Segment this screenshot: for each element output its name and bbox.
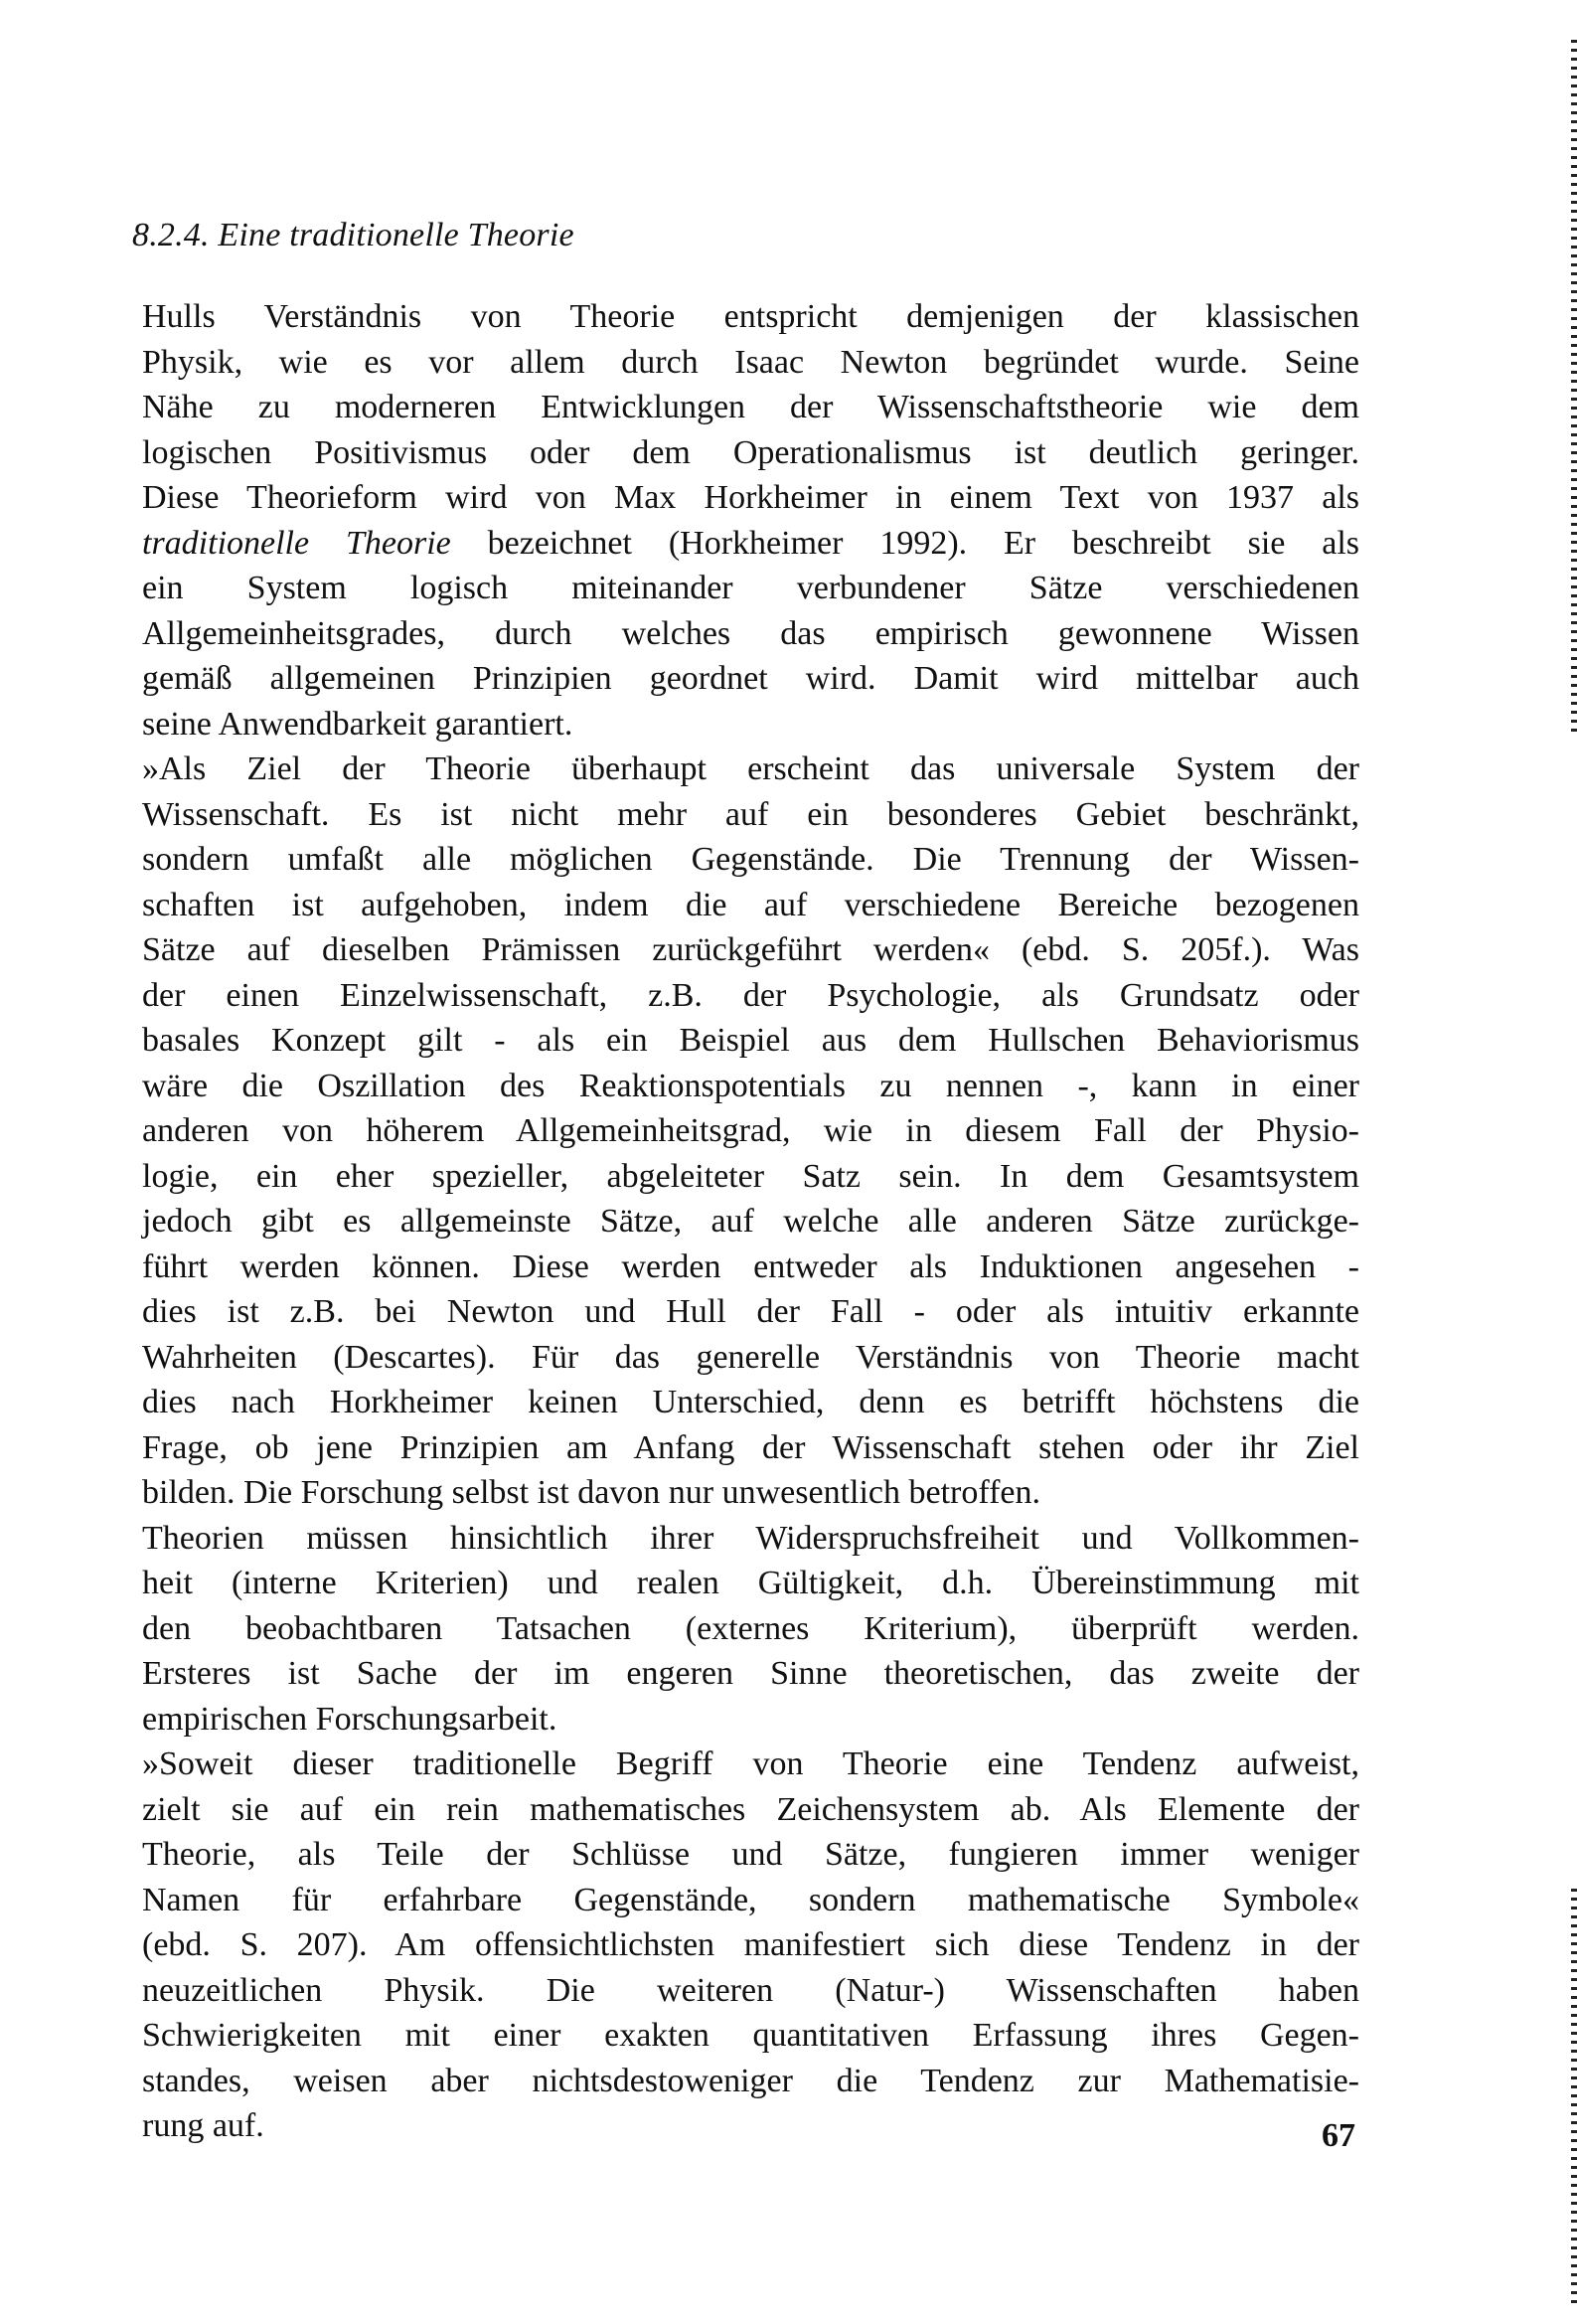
text-line: jedoch gibt es allgemeinste Sätze, auf welche alle anderen Sätze zurückge-	[142, 1203, 1359, 1240]
text-line: Namen für erfahrbare Gegenstände, sondern mathematische Symbole«	[142, 1881, 1359, 1918]
text-line: neuzeitlichen Physik. Die weiteren (Natur-) Wissenschaften haben	[142, 1971, 1359, 2009]
text-line: empirischen Forschungsarbeit.	[142, 1700, 557, 1738]
italic-title: traditionelle Theorie	[142, 524, 451, 562]
text-line: dies nach Horkheimer keinen Unterschied, denn es betrifft höchstens die	[142, 1384, 1359, 1420]
text-line: dies ist z.B. bei Newton und Hull der Fall - oder als intuitiv erkannte	[142, 1293, 1359, 1330]
scan-edge-mark	[1571, 40, 1577, 736]
text-line: standes, weisen aber nichtsdestoweniger die Tendenz zur Mathematisie-	[142, 2062, 1359, 2099]
text-line: Sätze auf dieselben Prämissen zurückgeführt werden« (ebd. S. 205f.). Was	[142, 931, 1359, 968]
text-line: bilden. Die Forschung selbst ist davon nur unwesentlich betroffen.	[142, 1474, 1040, 1511]
text-line: Physik, wie es vor allem durch Isaac Newton begründet wurde. Seine	[142, 343, 1359, 381]
text-line: Schwierigkeiten mit einer exakten quantitativen Erfassung ihres Gegen-	[142, 2017, 1359, 2054]
paragraph	[142, 1742, 1359, 2149]
body-text	[142, 294, 1359, 2149]
text-line: anderen von höherem Allgemeinheitsgrad, wie in diesem Fall der Physio-	[142, 1112, 1359, 1149]
scan-edge-mark	[1571, 1889, 1577, 2306]
page-number: 67	[1322, 2117, 1355, 2154]
text-line: der einen Einzelwissenschaft, z.B. der Psychologie, als Grundsatz oder	[142, 976, 1359, 1014]
text-line: (ebd. S. 207). Am offensichtlichsten manifestiert sich diese Tendenz in der	[142, 1926, 1359, 1963]
paragraph	[142, 747, 1359, 1516]
text-line: seine Anwendbarkeit garantiert.	[142, 705, 573, 743]
text-line: heit (interne Kriterien) und realen Gültigkeit, d.h. Übereinstimmung mit	[142, 1565, 1359, 1601]
text-line: Wahrheiten (Descartes). Für das generelle Verständnis von Theorie macht	[142, 1338, 1359, 1376]
text-line: logischen Positivismus oder dem Operationalismus ist deutlich geringer.	[142, 433, 1359, 471]
text-line: ein System logisch miteinander verbundener Sätze verschiedenen	[142, 570, 1359, 606]
section-heading: 8.2.4. Eine traditionelle Theorie	[132, 217, 574, 253]
text-line: logie, ein eher spezieller, abgeleiteter Satz sein. In dem Gesamtsystem	[142, 1157, 1359, 1195]
text-line: Theorien müssen hinsichtlich ihrer Widerspruchsfreiheit und Vollkommen-	[142, 1519, 1359, 1557]
paragraph	[142, 1516, 1359, 1743]
text-line: gemäß allgemeinen Prinzipien geordnet wird. Damit wird mittelbar auch	[142, 660, 1359, 697]
text-line: führt werden können. Diese werden entweder als Induktionen angesehen -	[142, 1247, 1359, 1285]
text-line: zielt sie auf ein rein mathematisches Zeichensystem ab. Als Elemente der	[142, 1790, 1359, 1828]
text-line: Nähe zu moderneren Entwicklungen der Wissenschaftstheorie wie dem	[142, 389, 1359, 425]
text-line: wäre die Oszillation des Reaktionspotentials zu nennen -, kann in einer	[142, 1067, 1359, 1104]
paragraph	[142, 294, 1359, 747]
text-span: bezeichnet (Horkheimer 1992). Er beschreibt sie als	[450, 524, 1359, 562]
text-line: Hulls Verständnis von Theorie entspricht demjenigen der klassischen	[142, 298, 1359, 335]
text-line: sondern umfaßt alle möglichen Gegenstände. Die Trennung der Wissen-	[142, 841, 1359, 878]
text-line: »Als Ziel der Theorie überhaupt erscheint das universale System der	[142, 750, 1359, 787]
text-line: Diese Theorieform wird von Max Horkheimer in einem Text von 1937 als	[142, 479, 1359, 516]
text-line: basales Konzept gilt - als ein Beispiel aus dem Hullschen Behaviorismus	[142, 1022, 1359, 1059]
text-line: »Soweit dieser traditionelle Begriff von Theorie eine Tendenz aufweist,	[142, 1745, 1359, 1782]
text-line: Theorie, als Teile der Schlüsse und Sätze, fungieren immer weniger	[142, 1836, 1359, 1873]
text-line: den beobachtbaren Tatsachen (externes Kriterium), überprüft werden.	[142, 1609, 1359, 1647]
text-line: schaften ist aufgehoben, indem die auf verschiedene Bereiche bezogenen	[142, 886, 1359, 923]
text-line: Allgemeinheitsgrades, durch welches das empirisch gewonnene Wissen	[142, 614, 1359, 652]
text-line: rung auf.	[142, 2107, 264, 2144]
text-line	[142, 521, 1359, 567]
text-line: Frage, ob jene Prinzipien am Anfang der Wissenschaft stehen oder ihr Ziel	[142, 1428, 1359, 1466]
text-line: Wissenschaft. Es ist nicht mehr auf ein besonderes Gebiet beschränkt,	[142, 795, 1359, 833]
text-line: Ersteres ist Sache der im engeren Sinne theoretischen, das zweite der	[142, 1655, 1359, 1692]
